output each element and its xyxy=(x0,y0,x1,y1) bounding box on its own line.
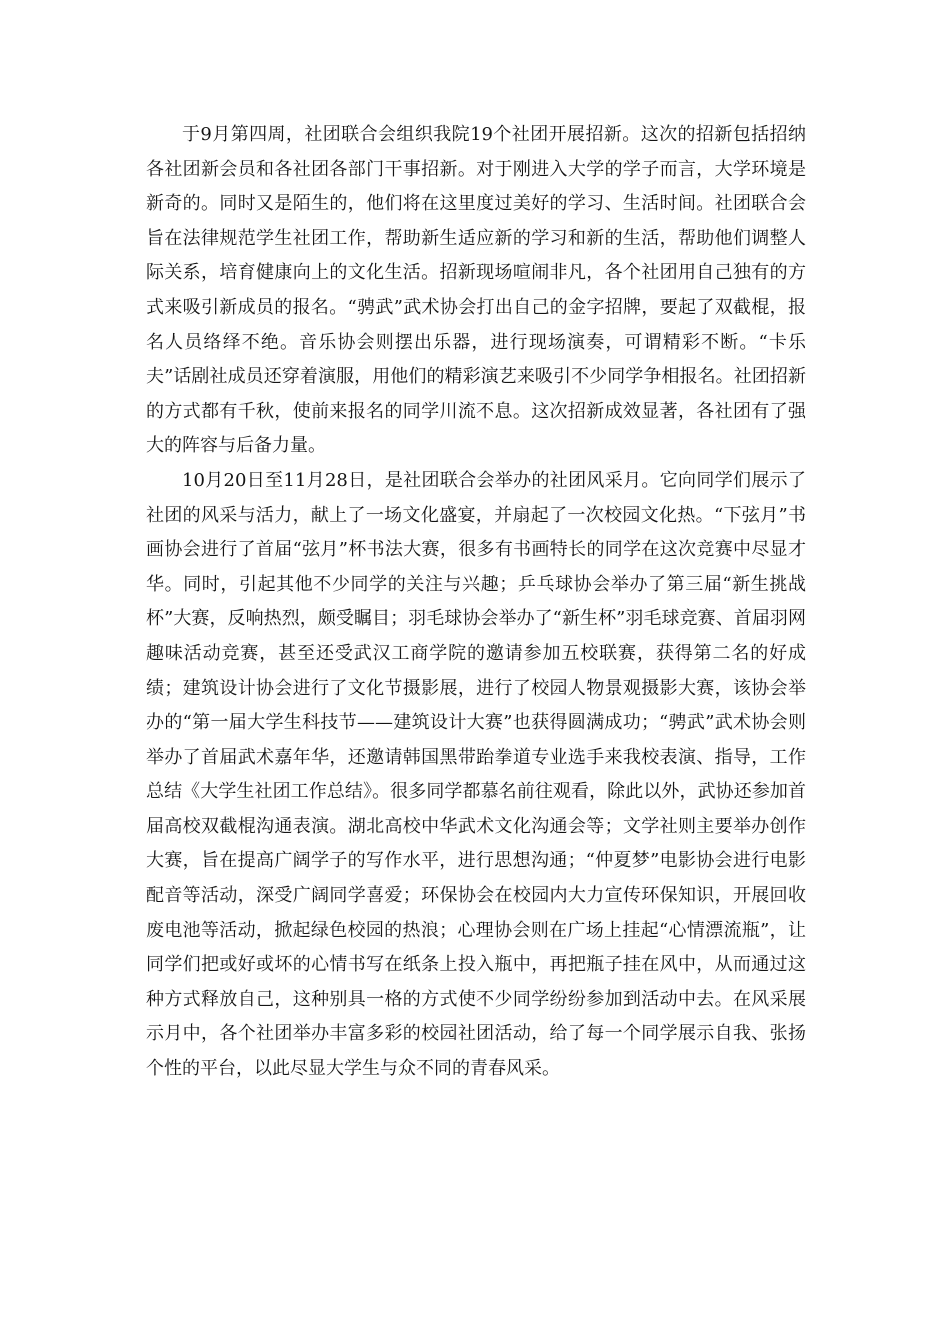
paragraph-club-showcase-month: 10月20日至11月28日，是社团联合会举办的社团风采月。它向同学们展示了社团的风采与活力，献上了一场文化盛宴，并扇起了一次校园文化热。“下弦月”书画协会进行了首届“弦月”杯书法大赛，很多有书画特长的同学在这次竞赛中尽显才华。同时，引起其他不少同学的关注与兴趣；乒乓球协会举办了第三届“新生挑战杯”大赛，反响热烈，颇受瞩目；羽毛球协会举办了“新生杯”羽毛球竞赛、首届羽网趣味活动竞赛，甚至还受武汉工商学院的邀请参加五校联赛，获得第二名的好成绩；建筑设计协会进行了文化节摄影展，进行了校园人物景观摄影大赛，该协会举办的“第一届大学生科技节——建筑设计大赛”也获得圆满成功；“骋武”武术协会则举办了首届武术嘉年华，还邀请韩国黑带跆拳道专业选手来我校表演、指导，工作总结《大学生社团工作总结》。很多同学都慕名前往观看，除此以外，武协还参加首届高校双截棍沟通表演。湖北高校中华武术文化沟通会等；文学社则主要举办创作大赛，旨在提高广阔学子的写作水平，进行思想沟通；“仲夏梦”电影协会进行电影配音等活动，深受广阔同学喜爱；环保协会在校园内大力宣传环保知识，开展回收废电池等活动，掀起绿色校园的热浪；心理协会则在广场上挂起“心情漂流瓶”，让同学们把或好或坏的心情书写在纸条上投入瓶中，再把瓶子挂在风中，从而通过这种方式释放自己，这种别具一格的方式使不少同学纷纷参加到活动中去。在风采展示月中，各个社团举办丰富多彩的校园社团活动，给了每一个同学展示自我、张扬个性的平台，以此尽显大学生与众不同的青春风采。 xyxy=(146,469,806,1080)
paragraph-recruitment: 于9月第四周，社团联合会组织我院19个社团开展招新。这次的招新包括招纳各社团新会员和各社团各部门干事招新。对于刚进入大学的学子而言，大学环境是新奇的。同时又是陌生的，他们将在这里度过美好的学习、生活时间。社团联合会旨在法律规范学生社团工作，帮助新生适应新的学习和新的生活，帮助他们调整人际关系，培育健康向上的文化生活。招新现场喧闹非凡，各个社团用自己独有的方式来吸引新成员的报名。“骋武”武术协会打出自己的金字招牌，要起了双截棍，报名人员络绎不绝。音乐协会则摆出乐器，进行现场演奏，可谓精彩不断。“卡乐夫”话剧社成员还穿着演服，用他们的精彩演艺来吸引不少同学争相报名。社团招新的方式都有千秋，使前来报名的同学川流不息。这次招新成效显著，各社团有了强大的阵容与后备力量。 xyxy=(146,124,806,457)
document-body xyxy=(146,118,806,1087)
